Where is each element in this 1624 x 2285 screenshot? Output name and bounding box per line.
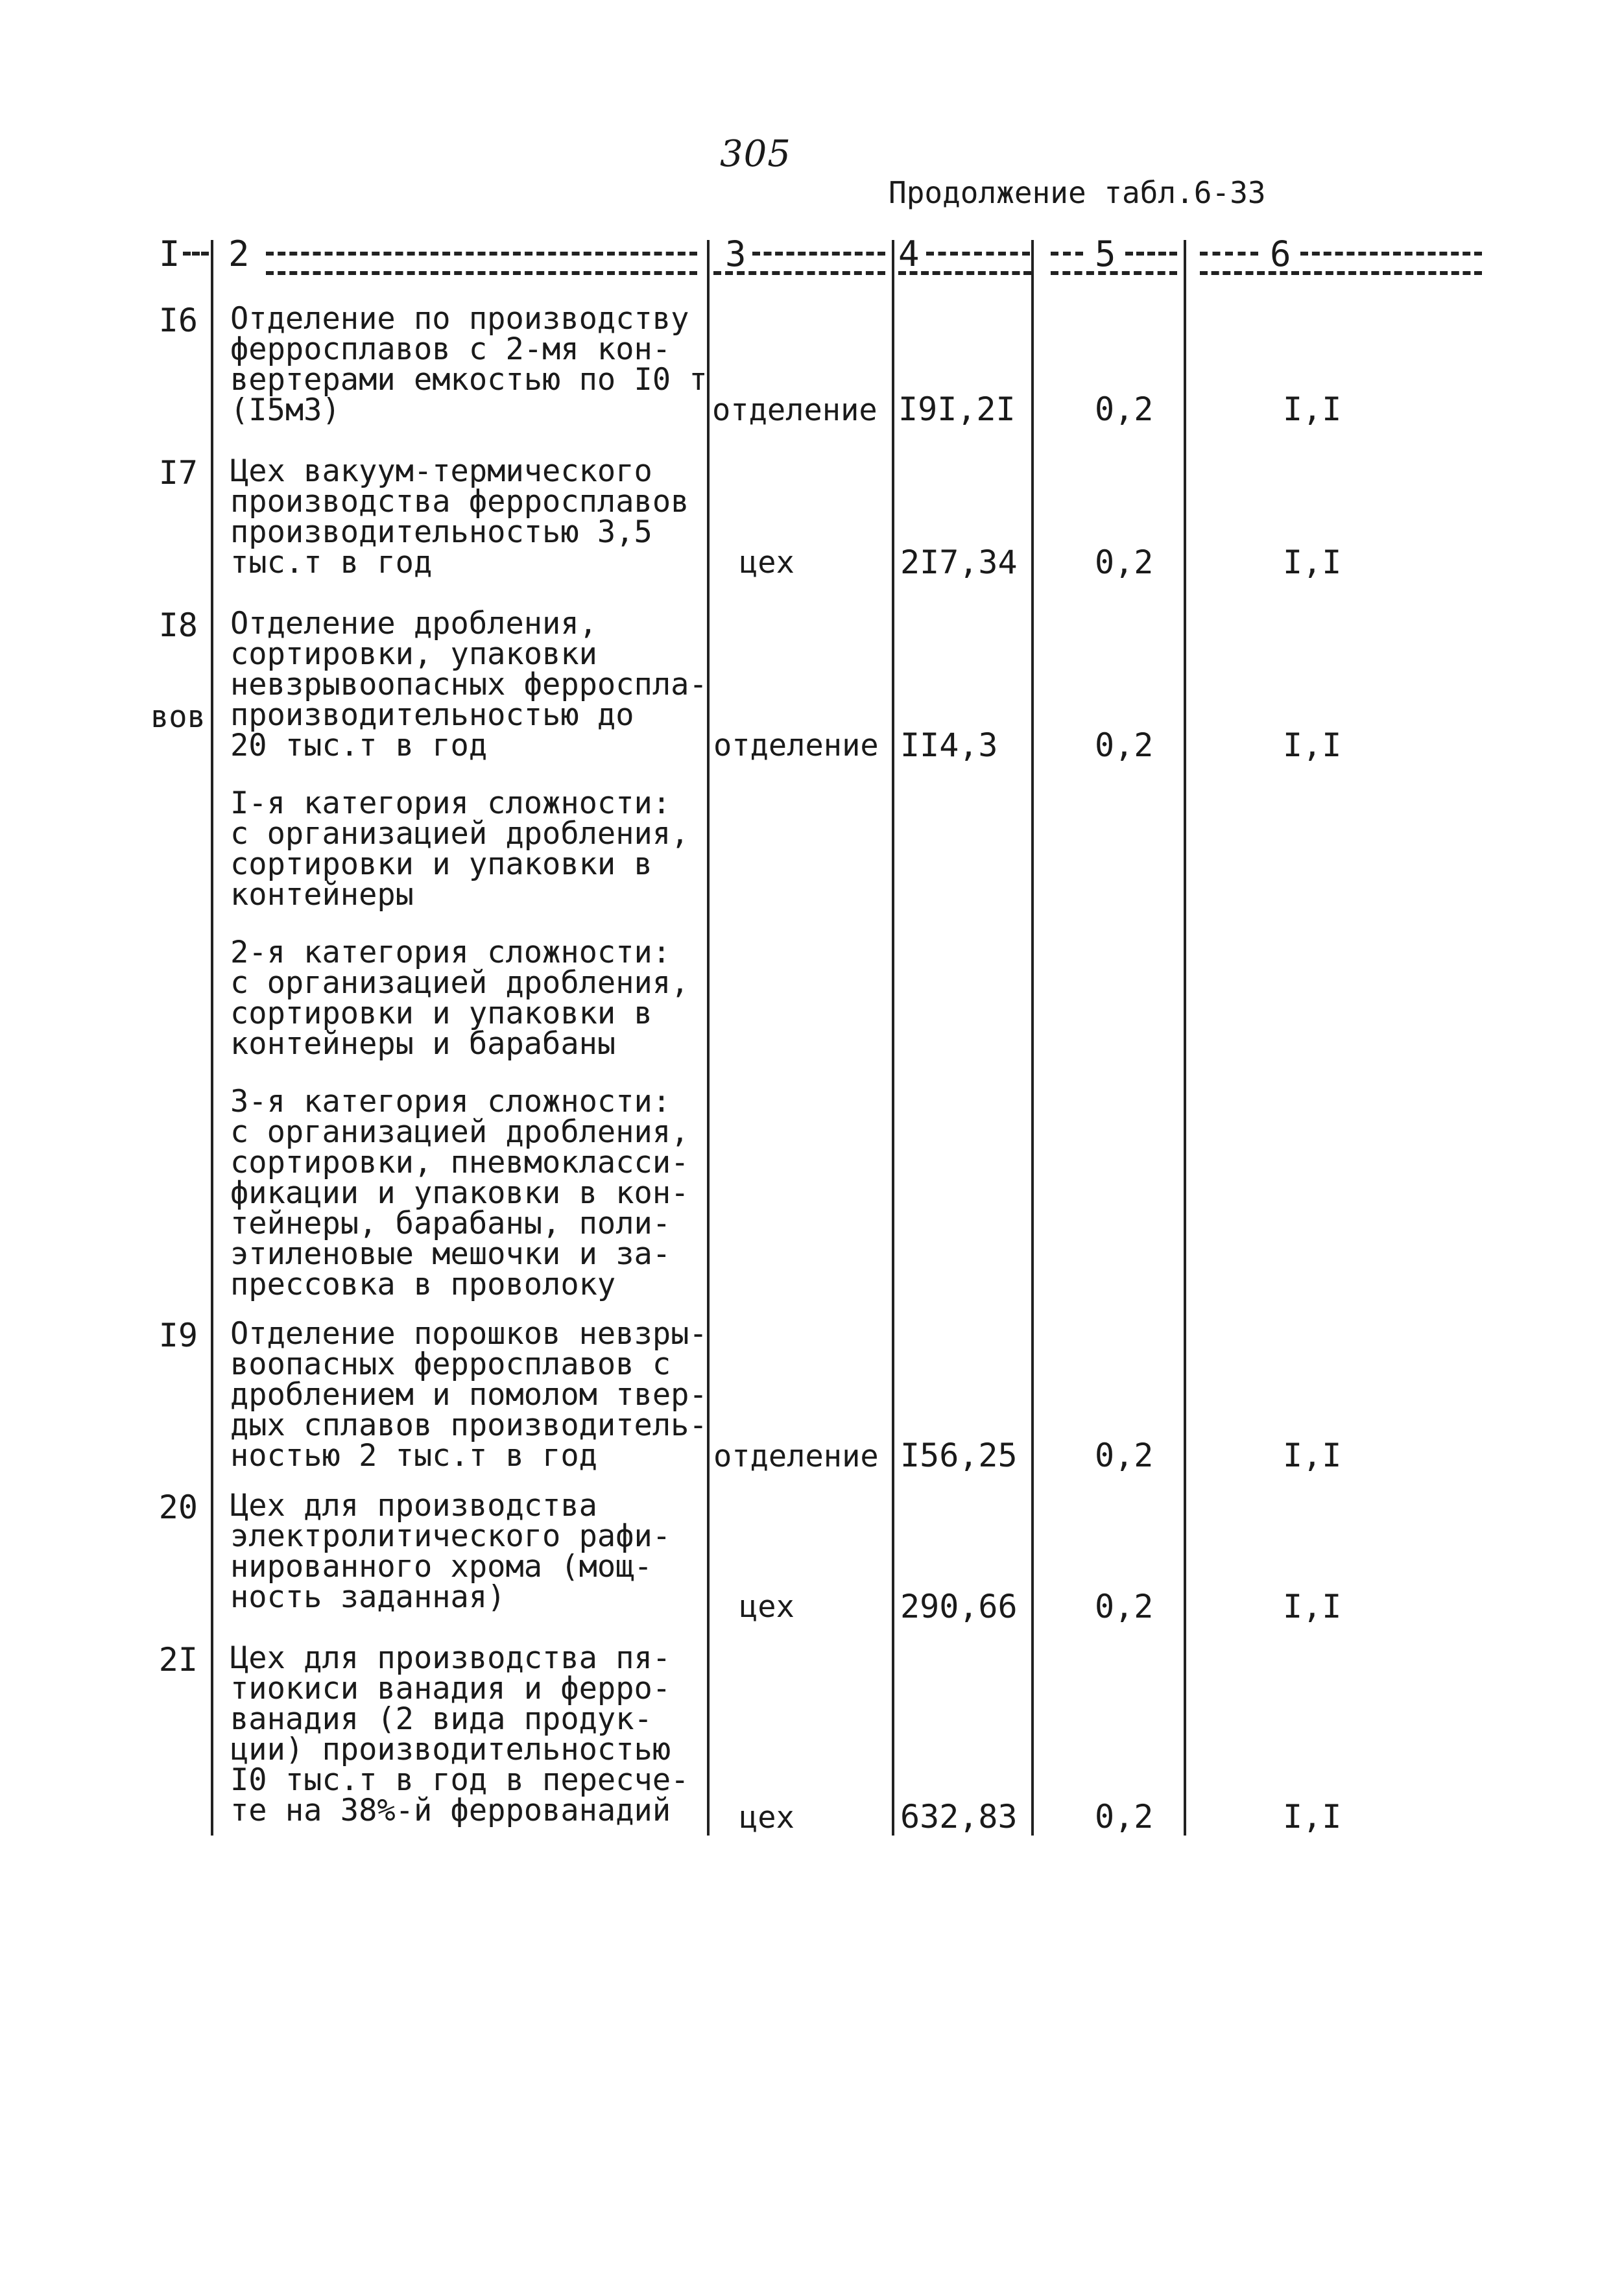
header-divider: [1200, 252, 1258, 256]
category-3-description: 3-я категория сложности: с организацией дробления, сортировки, пневмокласси- фикации и упаковки в кон- тейнеры, барабаны, поли- этиленовые мешочки и за- прессовка в проволоку: [230, 1084, 689, 1302]
row-value-col6: I,I: [1283, 1437, 1342, 1474]
row-value-col6: I,I: [1283, 1588, 1342, 1625]
row-description: Отделение порошков невзры- воопасных ферросплавов с дроблением и помолом твер- дых сплавов производитель- ностью 2 тыс.т в год: [230, 1316, 708, 1474]
page-number: 305: [720, 133, 791, 175]
row-description: Цех для производства электролитического рафи- нированного хрома (мощ- ность заданная): [230, 1488, 671, 1615]
row-value-col5: 0,2: [1095, 544, 1154, 581]
category-2-description: 2-я категория сложности: с организацией дробления, сортировки и упаковки в контейнеры и барабаны: [230, 935, 689, 1062]
row-side-note: вов: [150, 699, 206, 735]
row-value-col6: I,I: [1283, 544, 1342, 581]
header-col-3: 3: [725, 233, 746, 274]
row-value-col4: 290,66: [900, 1588, 1018, 1625]
row-description: Цех для производства пя- тиокиси ванадия и ферро- ванадия (2 вида продук- ции) производительностью I0 тыс.т в год в пересче- те на 38%-й феррованадий: [230, 1640, 689, 1828]
header-divider: [266, 252, 697, 256]
row-number: I7: [158, 454, 198, 492]
header-divider: [752, 252, 885, 256]
row-value-col4: I9I,2I: [898, 390, 1016, 428]
row-unit: отделение: [713, 728, 879, 763]
column-rule: [1184, 240, 1186, 1836]
header-divider: [1200, 271, 1482, 275]
row-description: Цех вакуум-термического производства ферросплавов производительностью 3,5 тыс.т в год: [230, 453, 689, 580]
header-divider: [898, 271, 1031, 275]
row-number: 20: [158, 1489, 198, 1526]
header-divider: [1300, 252, 1482, 256]
header-col-5: 5: [1095, 233, 1116, 274]
header-divider: [713, 271, 885, 275]
table-continuation-caption: Продолжение табл.6-33: [889, 175, 1266, 210]
row-value-col6: I,I: [1283, 726, 1342, 764]
row-value-col5: 0,2: [1095, 1437, 1154, 1474]
column-rule: [211, 240, 213, 1836]
header-col-1: I: [159, 233, 180, 274]
row-number: I6: [158, 302, 198, 339]
row-value-col5: 0,2: [1095, 726, 1154, 764]
row-number: 2I: [158, 1641, 198, 1679]
row-value-col5: 0,2: [1095, 1588, 1154, 1625]
row-unit: цех: [739, 545, 794, 580]
row-unit: цех: [739, 1589, 794, 1625]
row-value-col6: I,I: [1283, 390, 1342, 428]
row-value-col5: 0,2: [1095, 1798, 1154, 1836]
row-value-col4: 632,83: [900, 1798, 1018, 1836]
category-1-description: I-я категория сложности: с организацией дробления, сортировки и упаковки в контейнеры: [230, 785, 689, 913]
row-description: Отделение по производству ферросплавов с 2-мя кон- вертерами емкостью по I0 т (I5м3): [230, 301, 708, 428]
row-value-col5: 0,2: [1095, 390, 1154, 428]
row-value-col4: I56,25: [900, 1437, 1018, 1474]
row-description: Отделение дробления, сортировки, упаковки невзрывоопасных ферроспла- производительностью до 20 тыс.т в год: [230, 606, 708, 763]
row-value-col4: 2I7,34: [900, 544, 1018, 581]
row-value-col6: I,I: [1283, 1798, 1342, 1836]
row-unit: отделение: [713, 1439, 879, 1474]
header-divider: [1125, 252, 1177, 256]
header-divider: [266, 271, 697, 275]
row-unit: цех: [739, 1800, 794, 1836]
header-divider: [183, 252, 209, 256]
header-col-6: 6: [1270, 233, 1291, 274]
header-divider: [926, 252, 1030, 256]
column-rule: [892, 240, 894, 1836]
header-col-2: 2: [228, 233, 250, 274]
header-divider: [1051, 271, 1177, 275]
row-number: I8: [158, 606, 198, 644]
row-number: I9: [158, 1317, 198, 1354]
column-rule: [1031, 240, 1034, 1836]
header-col-4: 4: [898, 233, 920, 274]
row-value-col4: II4,3: [900, 726, 998, 764]
row-unit: отделение: [712, 392, 878, 428]
header-divider: [1051, 252, 1083, 256]
